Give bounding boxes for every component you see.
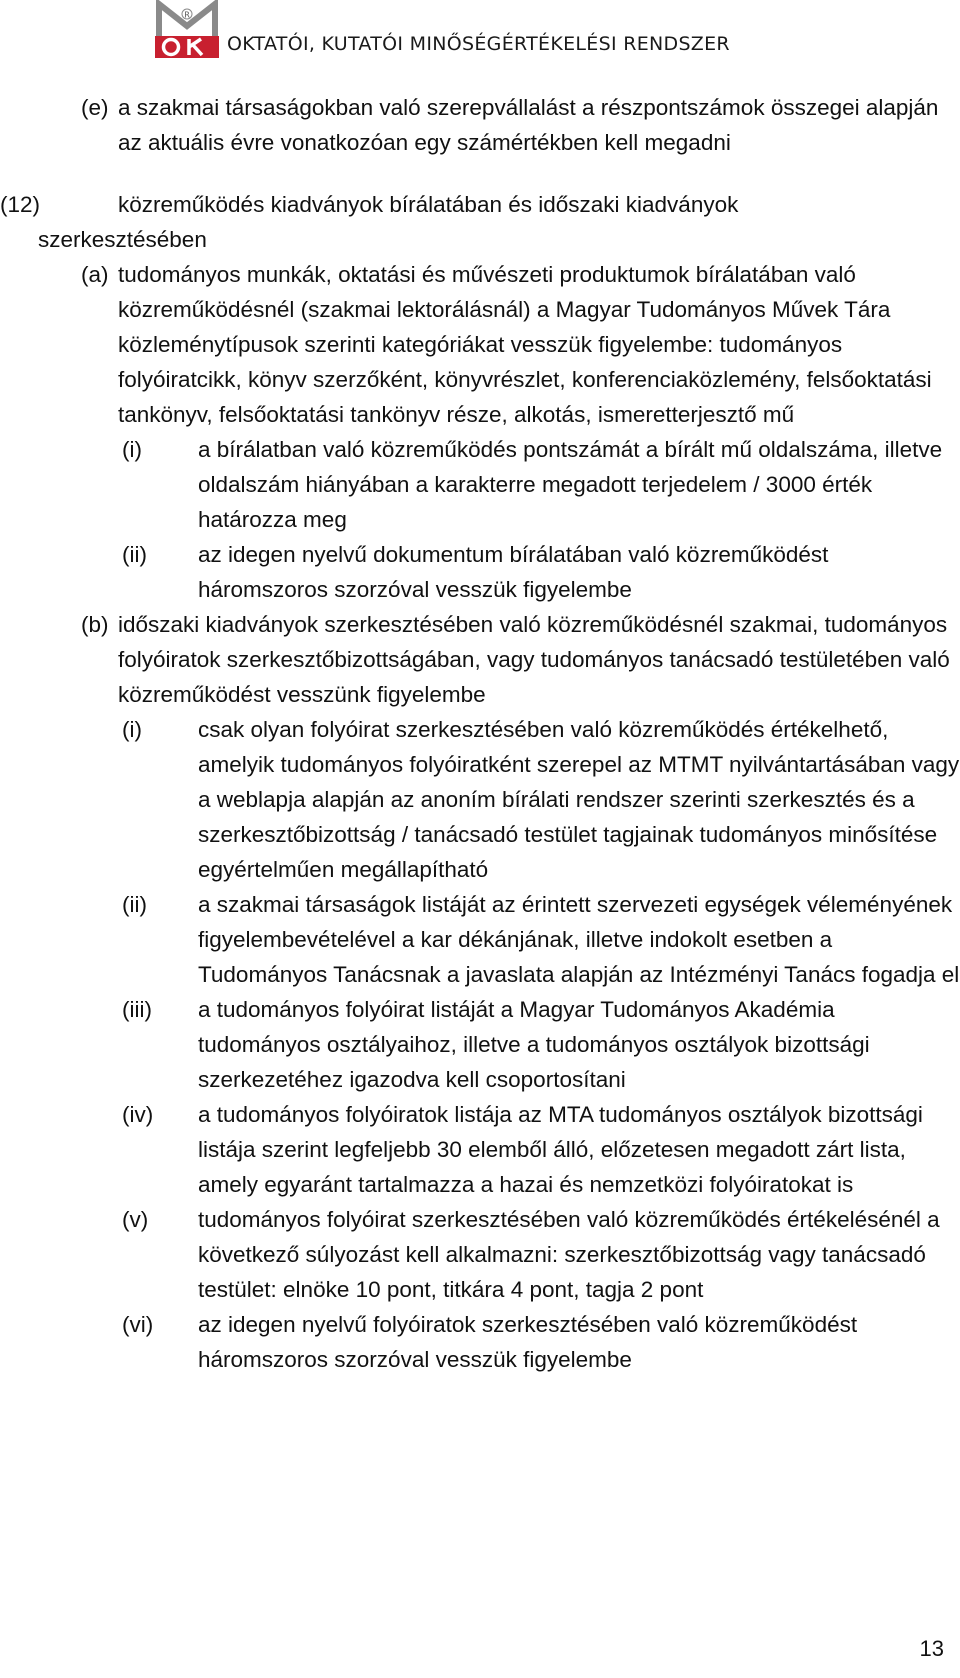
page-number: 13 [919, 1636, 944, 1661]
item-b-iv-label: (iv) [122, 1102, 154, 1127]
item-e-label: (e) [81, 95, 109, 120]
item-b-i-label: (i) [122, 717, 142, 742]
item-b-i [0, 712, 960, 887]
mok-logo [155, 0, 219, 58]
item-a-text: tudományos munkák, oktatási és művészeti produktumok bírálatában való közreműködésnél (szakmai lektorálásnál) a Magyar Tudományos Művek Tára közleménytípusok szerinti kategóriákat vesszük figyelembe: tudományos folyóiratcikk, könyv szerzőként, könyvrészlet, konferenciaközlemény, felsőoktatási tankönyv, felsőoktatási tankönyv része, alkotás, ismeretterjesztő mű [118, 262, 932, 427]
item-a [0, 257, 960, 432]
system-title: OKTATÓI, KUTATÓI MINŐSÉGÉRTÉKELÉSI RENDSZER [227, 33, 730, 55]
item-b-iii-label: (iii) [122, 997, 152, 1022]
item-a-ii-label: (ii) [122, 542, 147, 567]
item-b-ii [0, 887, 960, 992]
item-b-ii-label: (ii) [122, 892, 147, 917]
item-b-vi [0, 1307, 960, 1377]
item-e [0, 90, 960, 160]
section-12 [0, 187, 960, 257]
logo-badge: R [184, 10, 190, 20]
item-a-ii-text: az idegen nyelvű dokumentum bírálatában való közreműködést háromszoros szorzóval vesszük figyelembe [198, 542, 829, 602]
item-a-i-label: (i) [122, 437, 142, 462]
item-b-v-text: tudományos folyóirat szerkesztésében való közreműködés értékelésénél a következő súlyozást kell alkalmazni: szerkesztőbizottság vagy tanácsadó testület: elnöke 10 pont, titkára 4 pont, tagja 2 pont [198, 1207, 940, 1302]
item-a-ii [0, 537, 960, 607]
item-b-text: időszaki kiadványok szerkesztésében való közreműködésnél szakmai, tudományos folyóiratok szerkesztőbizottságában, vagy tudományos tanácsadó testületében való közreműködést vesszünk figyelembe [118, 612, 950, 707]
item-a-i [0, 432, 960, 537]
item-b-vi-text: az idegen nyelvű folyóiratok szerkesztésében való közreműködést háromszoros szorzóval vesszük figyelembe [198, 1312, 858, 1372]
item-b-label: (b) [81, 612, 109, 637]
section-12-title-line2: szerkesztésében [38, 227, 207, 252]
item-e-text: a szakmai társaságokban való szerepvállalást a részpontszámok összegei alapján az aktuális évre vonatkozóan egy számértékben kell megadni [118, 95, 939, 155]
section-12-title-line1: közreműködés kiadványok bírálatában és időszaki kiadványok [118, 192, 739, 217]
item-b [0, 607, 960, 712]
item-b-iv-text: a tudományos folyóiratok listája az MTA tudományos osztályok bizottsági listája szerint legfeljebb 30 elemből álló, előzetesen megadott zárt lista, amely egyaránt tartalmazza a hazai és nemzetközi folyóiratokat is [198, 1102, 923, 1197]
item-a-i-text: a bírálatban való közreműködés pontszámát a bírált mű oldalszáma, illetve oldalszám hiányában a karakterre megadott terjedelem / 3000 érték határozza meg [198, 437, 943, 532]
item-b-v [0, 1202, 960, 1307]
item-b-iii [0, 992, 960, 1097]
item-b-iv [0, 1097, 960, 1202]
item-a-label: (a) [81, 262, 109, 287]
section-12-number: (12) [0, 192, 41, 217]
item-b-iii-text: a tudományos folyóirat listáját a Magyar Tudományos Akadémia tudományos osztályaihoz, illetve a tudományos osztályok bizottsági szerkezetéhez igazodva kell csoportosítani [198, 997, 870, 1092]
item-b-ii-text: a szakmai társaságok listáját az érintett szervezeti egységek véleményének figyelembevételével a kar dékánjának, illetve indokolt esetben a Tudományos Tanácsnak a javaslata alapján az Intézményi Tanács fogadja el [198, 892, 960, 987]
item-b-i-text: csak olyan folyóirat szerkesztésében való közreműködés értékelhető, amelyik tudományos folyóiratként szerepel az MTMT nyilvántartásában vagy a weblapja alapján az anoním bírálati rendszer szerinti szerkesztés és a szerkesztőbizottság / tanácsadó testület tagjainak tudományos minősítése egyértelműen megállapítható [198, 717, 960, 882]
item-b-vi-label: (vi) [122, 1312, 154, 1337]
document-body [0, 90, 960, 1377]
item-b-v-label: (v) [122, 1207, 149, 1232]
